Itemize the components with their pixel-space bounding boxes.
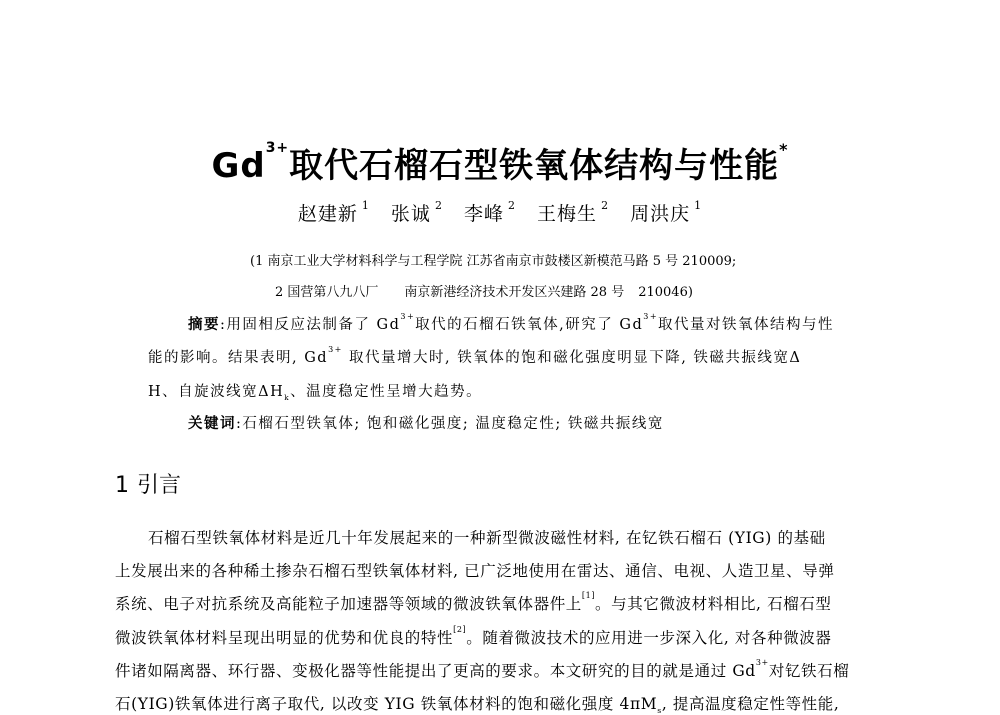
affiliation-2-postcode: 210046)	[638, 285, 693, 300]
body-line	[115, 659, 849, 681]
body-line: 石榴石型铁氧体材料是近几十年发展起来的一种新型微波磁性材料, 在钇铁石榴石 (YIG) 的基础	[148, 529, 826, 547]
body-text: , 提高温度稳定性等性能,	[661, 695, 840, 713]
body-text: 件诸如隔离器、环行器、变极化器等性能提出了更高的要求。本文研究的目的就是通过 Gd	[115, 662, 756, 680]
abstract-text: 、温度稳定性呈增大趋势。	[290, 384, 483, 400]
author-list	[0, 199, 1000, 226]
body-line	[115, 692, 839, 715]
keywords-text: :石榴石型铁氧体; 饱和磁化强度; 温度稳定性; 铁磁共振线宽	[236, 416, 664, 432]
keywords-line	[188, 412, 664, 433]
section-number: 1	[115, 473, 129, 498]
abstract-text: H、自旋波线宽ΔH	[148, 384, 285, 400]
abstract-superscript: 3+	[328, 345, 343, 354]
title-gd: Gd	[211, 146, 266, 186]
abstract-line	[188, 313, 834, 334]
author-affiliation-mark: 2	[508, 199, 516, 212]
section-heading	[115, 468, 181, 499]
body-text: 石(YIG)铁氧体进行离子取代, 以改变 YIG 铁氧体材料的饱和磁化强度 4πM	[115, 695, 658, 713]
citation-ref: [2]	[453, 625, 467, 634]
body-superscript: 3+	[755, 658, 769, 667]
body-line	[115, 626, 832, 648]
body-text: 。与其它微波材料相比, 石榴石型	[595, 595, 832, 613]
author-name: 王梅生	[537, 203, 598, 225]
body-text: 微波铁氧体材料呈现出明显的优势和优良的特性	[115, 629, 454, 647]
body-text: 系统、电子对抗系统及高能粒子加速器等领域的微波铁氧体器件上	[115, 595, 582, 613]
section-title: 引言	[137, 473, 182, 498]
affiliation-line-1: (1 南京工业大学材料科学与工程学院 江苏省南京市鼓楼区新模范马路 5 号 210009;	[250, 254, 737, 269]
affiliation-2-address: 南京新港经济技术开发区兴建路 28 号	[404, 285, 625, 300]
author-name: 赵建新	[297, 203, 358, 225]
abstract-text: 取代量对铁氧体结构与性	[658, 317, 835, 333]
affiliation-line-2	[275, 281, 693, 300]
citation-ref: [1]	[581, 591, 596, 600]
abstract-superscript: 3+	[400, 312, 416, 321]
keywords-label: 关键词	[188, 416, 236, 432]
author-affiliation-mark: 1	[361, 199, 370, 212]
title-footnote-mark: *	[779, 140, 789, 159]
abstract-superscript: 3+	[643, 312, 659, 321]
affiliation-2-org: 2 国营第八九八厂	[275, 285, 379, 300]
author-name: 张诚	[390, 203, 431, 225]
body-line	[115, 592, 832, 614]
body-subscript: s	[657, 706, 662, 715]
abstract-text: :用固相反应法制备了 Gd	[220, 317, 401, 333]
author-name: 李峰	[463, 203, 504, 225]
author-affiliation-mark: 2	[601, 199, 610, 212]
abstract-text: 取代量增大时, 铁氧体的饱和磁化强度明显下降, 铁磁共振线宽Δ	[342, 350, 802, 366]
author	[390, 199, 443, 225]
abstract-text: 能的影响。结果表明, Gd	[148, 350, 329, 366]
title-superscript: 3+	[265, 140, 290, 156]
title-text: 取代石榴石型铁氧体结构与性能	[289, 146, 780, 186]
abstract-line	[148, 380, 482, 402]
body-line: 上发展出来的各种稀土掺杂石榴石型铁氧体材料, 已广泛地使用在雷达、通信、电视、人造卫星、导弹	[115, 562, 835, 580]
author	[537, 199, 610, 225]
body-text: 对钇铁石榴	[768, 662, 850, 680]
author-name: 周洪庆	[630, 203, 691, 225]
abstract-subscript: k	[284, 392, 291, 402]
abstract-line	[148, 346, 801, 367]
author-affiliation-mark: 1	[694, 199, 703, 212]
author	[630, 199, 703, 225]
author-affiliation-mark: 2	[434, 199, 443, 212]
abstract-label: 摘要	[188, 317, 220, 333]
author	[297, 199, 370, 225]
author	[463, 199, 516, 225]
body-text: 。随着微波技术的应用进一步深入化, 对各种微波器	[466, 629, 832, 647]
abstract-text: 取代的石榴石铁氧体,研究了 Gd	[415, 317, 644, 333]
paper-title	[0, 138, 1000, 187]
